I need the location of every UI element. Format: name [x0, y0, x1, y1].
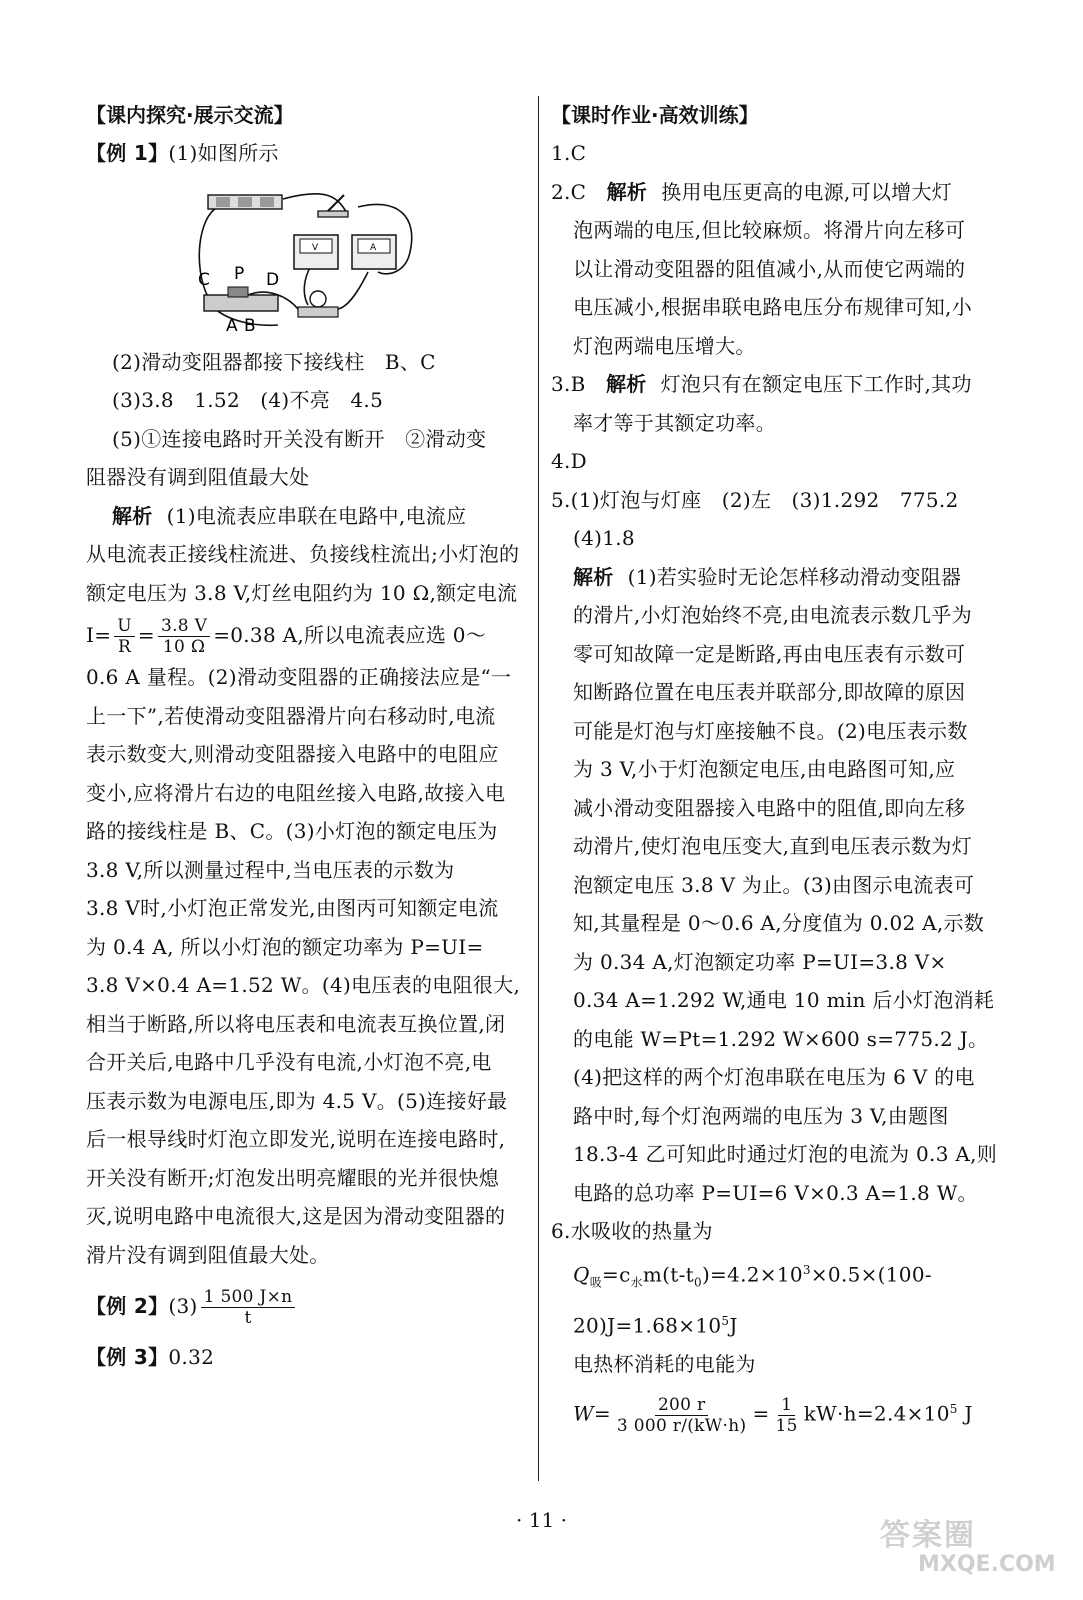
example-2-label: 【例 2】 [86, 1294, 169, 1318]
analysis-line: 压表示数为电源电压,即为 4.5 V。(5)连接好最 [86, 1088, 508, 1113]
lamp-base-icon [298, 307, 338, 317]
analysis-line: 从电流表正接线柱流进、负接线柱流出;小灯泡的 [86, 542, 520, 566]
watermark-url: MXQE.COM [918, 1552, 1056, 1577]
left-column [86, 96, 521, 1377]
answer-5: 5.(1)灯泡与灯座 (2)左 (3)1.292 775.2 [551, 487, 959, 512]
fraction-values: $\frac{3.8 V}{10 \Omega}$ [158, 616, 210, 657]
answer-4: 4.D [551, 449, 588, 473]
analysis-line: 路的接线柱是 B、C。(3)小灯泡的额定电压为 [86, 819, 498, 843]
answer-2: 2.C [551, 179, 587, 204]
analysis-line: (1)电流表应串联在电路中,电流应 [166, 503, 467, 528]
answer-3: 3.B [551, 372, 586, 396]
label-c: C [198, 269, 210, 290]
energy-formula-line: W= $\frac{200 r}{3 000 r/(kW\cdot h)}$ = $\frac{1}{15}$ $kW\cdot h=2.4\times 10^5$ J [573, 1394, 973, 1436]
analysis-formula-line: I= $\frac{U}{R}$ = $\frac{3.8 V}{10 \Omega}$ =0.38 A,所以电流表应选 0～ [86, 616, 487, 657]
heat-formula-line: $Q_吸=c_水m(t-t_0)=4.2\times 10^3\times 0.5\times(100-$ [573, 1262, 932, 1290]
bulb-icon [310, 291, 326, 307]
svg-text:A: A [370, 242, 377, 253]
analysis-line: 3.8 V时,小灯泡正常发光,由图丙可知额定电流 [86, 896, 499, 920]
energy-label: 电热杯消耗的电能为 [573, 1351, 756, 1376]
svg-text:V: V [312, 242, 319, 253]
watermark-logo: 答案圈 [880, 1518, 976, 1553]
answer-6: 6.水吸收的热量为 [551, 1219, 713, 1243]
heat-formula-line2: $20)J=1.68\times 10^5J$ [573, 1313, 738, 1338]
analysis-label: 解析 [112, 503, 153, 528]
ex1-part2: (2)滑动变阻器都接下接线柱 B、C [112, 349, 436, 374]
ex1-part4a: (5)①连接电路时开关没有断开 ②滑动变 [112, 426, 487, 451]
analysis-line: 开关没有断开;灯泡发出明亮耀眼的光并很快熄 [86, 1165, 500, 1190]
example-3-line: 【例 3】0.32 [86, 1345, 215, 1369]
analysis-label: 解析 [606, 179, 648, 204]
analysis-line: 滑片没有调到阻值最大处。 [86, 1242, 330, 1267]
answer-1: 1.C [551, 141, 587, 165]
fraction-ex2: $\frac{1 500 J\times n}{t}$ [201, 1287, 296, 1328]
example-1-label: 【例 1】 [86, 141, 169, 165]
analysis-label: 解析 [606, 372, 647, 396]
analysis-line: 变小,应将滑片右边的电阻丝接入电路,故接入电 [86, 780, 506, 805]
fraction-one-fifteenth: $\frac{1}{15}$ [775, 1394, 798, 1436]
section-title-left: 【课内探究·展示交流】 [86, 103, 294, 127]
switch-icon [318, 211, 348, 217]
analysis-line: 表示数变大,则滑动变阻器接入电路中的电阻应 [86, 742, 499, 766]
label-p: P [234, 263, 245, 284]
analysis-line: 为 0.4 A, 所以小灯泡的额定功率为 P=UI= [86, 934, 484, 959]
analysis-line: 灭,说明电路中电流很大,这是因为滑动变阻器的 [86, 1204, 506, 1228]
ex1-part4b: 阻器没有调到阻值最大处 [86, 465, 310, 489]
analysis-line: 上一下”,若使滑动变阻器滑片向右移动时,电流 [86, 703, 496, 728]
label-d: D [266, 269, 280, 290]
fraction-energy: $\frac{200 r}{3 000 r/(kW\cdot h)}$ [616, 1394, 747, 1436]
analysis-line: 0.6 A 量程。(2)滑动变阻器的正确接法应是“一 [86, 665, 512, 689]
analysis-label: 解析 [573, 564, 614, 589]
section-title-right: 【课时作业·高效训练】 [551, 103, 759, 127]
label-b: B [244, 315, 256, 336]
ex1-part3: (3)3.8 1.52 (4)不亮 4.5 [112, 388, 384, 412]
analysis-line: 合开关后,电路中几乎没有电流,小灯泡不亮,电 [86, 1050, 492, 1074]
fraction-u-r: $\frac{U}{R}$ [114, 616, 135, 657]
right-column: 【课时作业·高效训练】 1.C 2.C 解析 换用电压更高的电源,可以增大灯 泡两端的电压,但比较麻烦。将滑片向左移可 以让滑动变阻器的阻值减小,从而使它两端的 电压减小,根据串联电路电压分布规律可知,小 灯泡两端电压增大。 3.B 解析 灯泡只有在额定电压下工作时,其功 率才等于其额定功率。 4.D 5.(1)灯泡与灯座 (2)左 (3)1.292 775.2 (4)1.8 解析 (1)若实验时无论怎样移动滑动变阻器 的滑片,小灯泡始终不亮,由电流表示数几乎为 零可知故障一定是断路,再由电压表有示数可 知断路位置在电压表并联部分,即故障的原因 可能是灯泡与灯座接触不良。(2)电压表示数 为 3 V,小于灯泡额定电压,由电路图可知,应 减小滑动变阻器接入电路中的阻值,即向左移 动滑片,使灯泡电压变大,直到电压表示数为灯 泡额定电压 3.8 V 为止。(3)由图示电流表可 知,其量程是 0～0.6 A,分度值为 0.02 A,示数 为 0.34 A,灯泡额定功率 P=UI=3.8 V× 0.34 A=1.292 W,通电 10 min 后小灯泡消耗 的电能 W=Pt=1.292 W×600 s=775.2 J。 (4)把这样的两个灯泡串联在电压为 6 V 的电 路中时,每个灯泡两端的电压为 3 V,由题图 18.3-4 乙可知此时通过灯泡的电流为 0.3 A,则 电路的总功率 P=UI=6 V×0.3 A=1.8 W。 6.水吸收的热量为 $Q_吸=c_水m(t-t_0)=4.2\times 10^3\times 0.5\times(100-$ $20)J=1.68\times 10^5J$ 电热杯消耗的电能为 W= $\frac{200 r}{3 000 r/(kW\cdot h)}$ = $\frac{1}{15}$ $kW\cdot h=2.4\times 10^5$ J [538, 96, 979, 1481]
analysis-line: 后一根导线时灯泡立即发光,说明在连接电路时, [86, 1127, 506, 1151]
ex1-part1: (1)如图所示 [168, 141, 279, 165]
analysis-line: 相当于断路,所以将电压表和电流表互换位置,闭 [86, 1011, 506, 1036]
analysis-line: 3.8 V,所以测量过程中,当电压表的示数为 [86, 857, 455, 882]
label-a: A [226, 315, 238, 336]
circuit-figure [188, 177, 428, 337]
example-3-label: 【例 3】 [86, 1345, 169, 1369]
analysis-line: 3.8 V×0.4 A=1.52 W。(4)电压表的电阻很大, [86, 973, 521, 997]
example-2-line: 【例 2】(3) $\frac{1 500 J\times n}{t}$ [86, 1282, 518, 1330]
page-number: · 11 · [516, 1508, 567, 1532]
analysis-line: 额定电压为 3.8 V,灯丝电阻约为 10 Ω,额定电流 [86, 580, 518, 605]
